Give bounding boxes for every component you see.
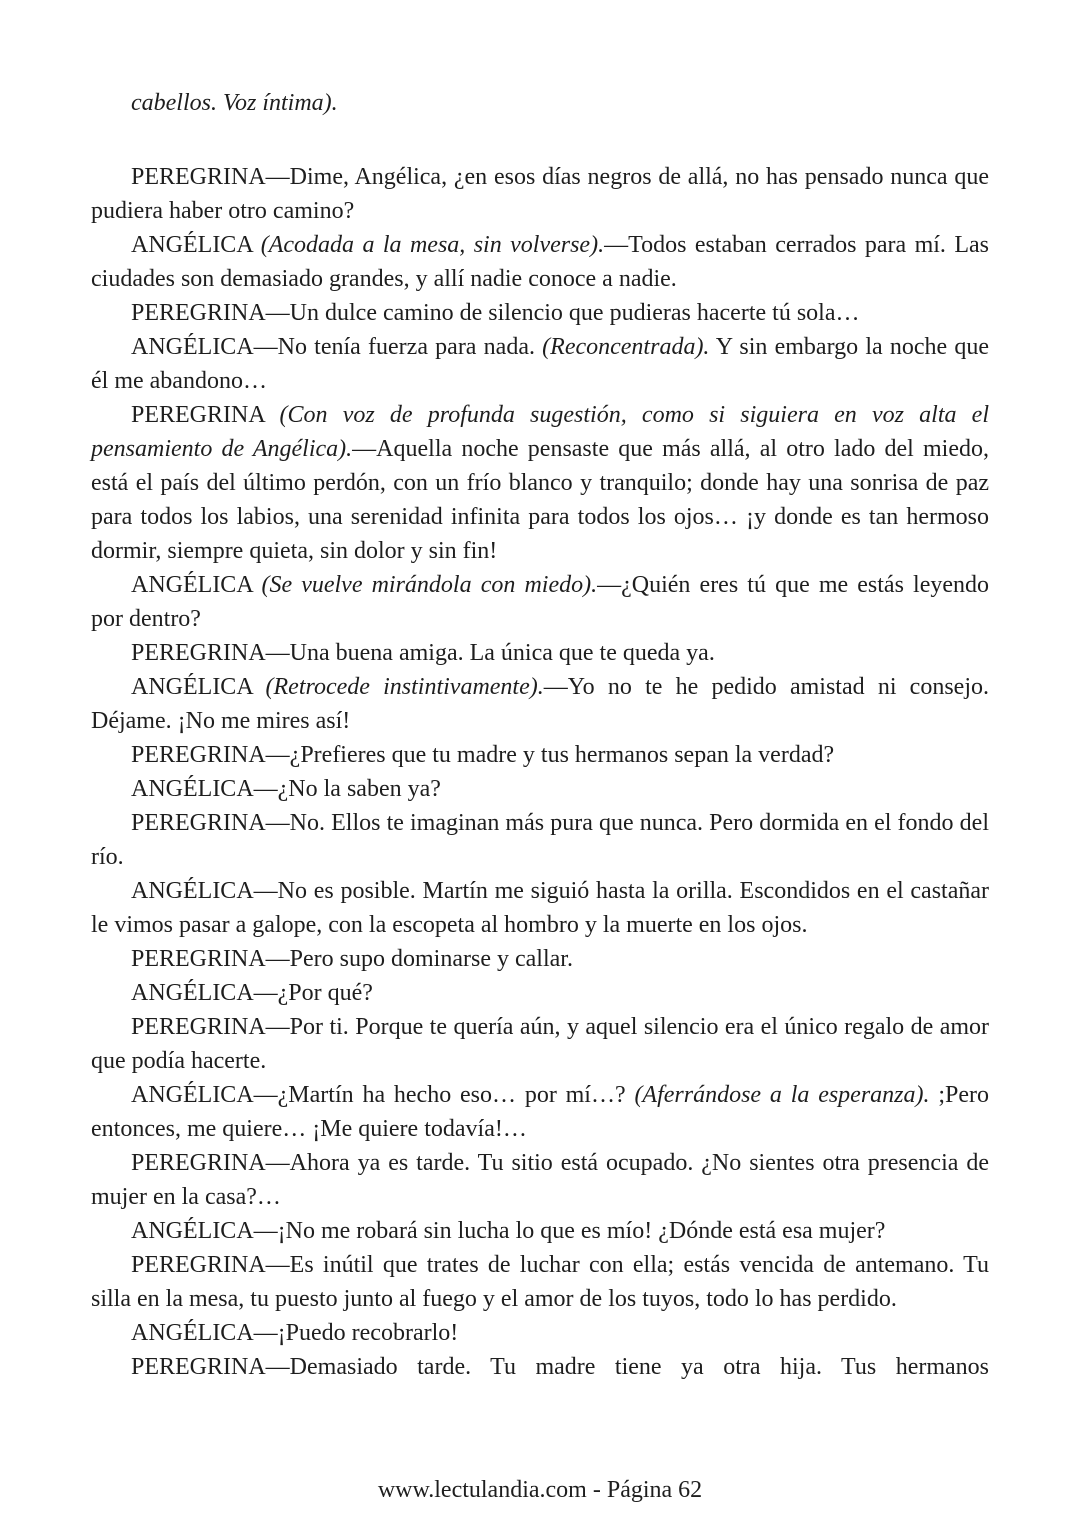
dialogue-line (91, 1316, 989, 1350)
stage-direction: (Retrocede instintivamente). (265, 674, 544, 700)
speaker-name: PEREGRINA (131, 640, 266, 666)
dialogue-text: —¿Martín ha hecho eso… por mí…? (253, 1082, 626, 1108)
dialogue-line (91, 976, 989, 1010)
dialogue-text: —No es posible. Martín me siguió hasta la orilla. Escondidos en el castañar le vimos pasar a galope, con la escopeta al hombro y la muerte en los ojos. (91, 878, 989, 938)
dialogue-text: —Dime, Angélica, ¿en esos días negros de allá, no has pensado nunca que pudiera haber otro camino? (91, 164, 989, 224)
dialogue-line (91, 670, 989, 738)
dialogue-line (91, 874, 989, 942)
dialogue-text: —Ahora ya es tarde. Tu sitio está ocupado. ¿No sientes otra presencia de mujer en la casa?… (91, 1150, 989, 1210)
dialogue-text: —Demasiado tarde. Tu madre tiene ya otra hija. Tus hermanos (265, 1354, 989, 1380)
speaker-name: PEREGRINA (131, 1252, 266, 1278)
opening-stage-direction: cabellos. Voz íntima). (131, 90, 338, 116)
dialogue-line (91, 228, 989, 296)
dialogue-line (91, 296, 989, 330)
dialogue-line (91, 942, 989, 976)
speaker-name: PEREGRINA (131, 164, 266, 190)
speaker-name: PEREGRINA (131, 1354, 266, 1380)
dialogue-text: Y sin embargo la noche que él me abandono… (91, 334, 990, 394)
dialogue-text: ;Pero entonces, me quiere… ¡Me quiere todavía!… (91, 1082, 989, 1142)
speaker-name: ANGÉLICA (131, 1320, 254, 1346)
stage-direction: (Se vuelve mirándola con miedo). (261, 572, 598, 598)
dialogue-line (91, 636, 989, 670)
dialogue-text: —Por ti. Porque te quería aún, y aquel silencio era el único regalo de amor que podía hacerte. (91, 1014, 989, 1074)
speaker-name: PEREGRINA (131, 402, 265, 428)
dialogue-line (91, 568, 989, 636)
speaker-name: PEREGRINA (131, 1150, 266, 1176)
speaker-name: PEREGRINA (131, 946, 266, 972)
speaker-name: ANGÉLICA (131, 878, 254, 904)
dialogue-line (91, 1078, 989, 1146)
speaker-name: ANGÉLICA (131, 980, 254, 1006)
dialogue-text: —Es inútil que trates de luchar con ella; estás vencida de antemano. Tu silla en la mesa, tu puesto junto al fuego y el amor de los tuyos, todo lo has perdido. (91, 1252, 989, 1312)
dialogue-text: —¡Puedo recobrarlo! (253, 1320, 459, 1346)
dialogue-line (91, 806, 989, 874)
stage-direction: (Reconcentrada). (542, 334, 710, 360)
speaker-name: ANGÉLICA (131, 674, 253, 700)
speaker-name: PEREGRINA (131, 300, 266, 326)
speaker-name: PEREGRINA (131, 810, 266, 836)
dialogue-text: —¡No me robará sin lucha lo que es mío! ¿Dónde está esa mujer? (253, 1218, 886, 1244)
dialogue-text: —¿Por qué? (253, 980, 373, 1006)
speaker-name: ANGÉLICA (131, 1082, 254, 1108)
dialogue-text: —Un dulce camino de silencio que pudieras hacerte tú sola… (265, 300, 860, 326)
dialogue-line (91, 330, 989, 398)
speaker-name: ANGÉLICA (131, 776, 254, 802)
dialogue-text: —Pero supo dominarse y callar. (265, 946, 573, 972)
stage-direction: (Aferrándose a la esperanza). (634, 1082, 930, 1108)
speaker-name: PEREGRINA (131, 1014, 266, 1040)
dialogue-line (91, 1146, 989, 1214)
dialogue-line (91, 1350, 989, 1384)
speaker-name: PEREGRINA (131, 742, 266, 768)
dialogue-line (91, 1010, 989, 1078)
stage-direction: (Con voz de profunda sugestión, como si siguiera en voz alta el pensamiento de Angélica). (91, 402, 989, 462)
dialogue-text: —Yo no te he pedido amistad ni consejo. Déjame. ¡No me mires así! (91, 674, 989, 734)
page-body (91, 86, 989, 1384)
dialogue-text: —No. Ellos te imaginan más pura que nunca. Pero dormida en el fondo del río. (91, 810, 989, 870)
dialogue-text: —No tenía fuerza para nada. (253, 334, 535, 360)
dialogue-text: —¿No la saben ya? (253, 776, 441, 802)
dialogue-line (91, 160, 989, 228)
speaker-name: ANGÉLICA (131, 232, 253, 258)
dialogue-line (91, 772, 989, 806)
page-footer: www.lectulandia.com - Página 62 (377, 1477, 703, 1503)
dialogue (91, 160, 989, 1384)
dialogue-text: —¿Prefieres que tu madre y tus hermanos sepan la verdad? (265, 742, 835, 768)
dialogue-text: —Todos estaban cerrados para mí. Las ciudades son demasiado grandes, y allí nadie conoce a nadie. (91, 232, 990, 292)
stage-direction: (Acodada a la mesa, sin volverse). (260, 232, 605, 258)
dialogue-line (91, 738, 989, 772)
dialogue-text: —Una buena amiga. La única que te queda ya. (265, 640, 715, 666)
dialogue-text: —Aquella noche pensaste que más allá, al otro lado del miedo, está el país del último perdón, con un frío blanco y tranquilo; donde hay una sonrisa de paz para todos los labios, una serenidad infinita para todos los ojos… ¡y donde es tan hermoso dormir, siempre quieta, sin dolor y sin fin! (91, 436, 989, 564)
dialogue-line (91, 1214, 989, 1248)
speaker-name: ANGÉLICA (131, 334, 254, 360)
speaker-name: ANGÉLICA (131, 572, 253, 598)
speaker-name: ANGÉLICA (131, 1218, 254, 1244)
dialogue-line (91, 398, 989, 568)
dialogue-text: —¿Quién eres tú que me estás leyendo por dentro? (91, 572, 989, 632)
dialogue-line (91, 1248, 989, 1316)
